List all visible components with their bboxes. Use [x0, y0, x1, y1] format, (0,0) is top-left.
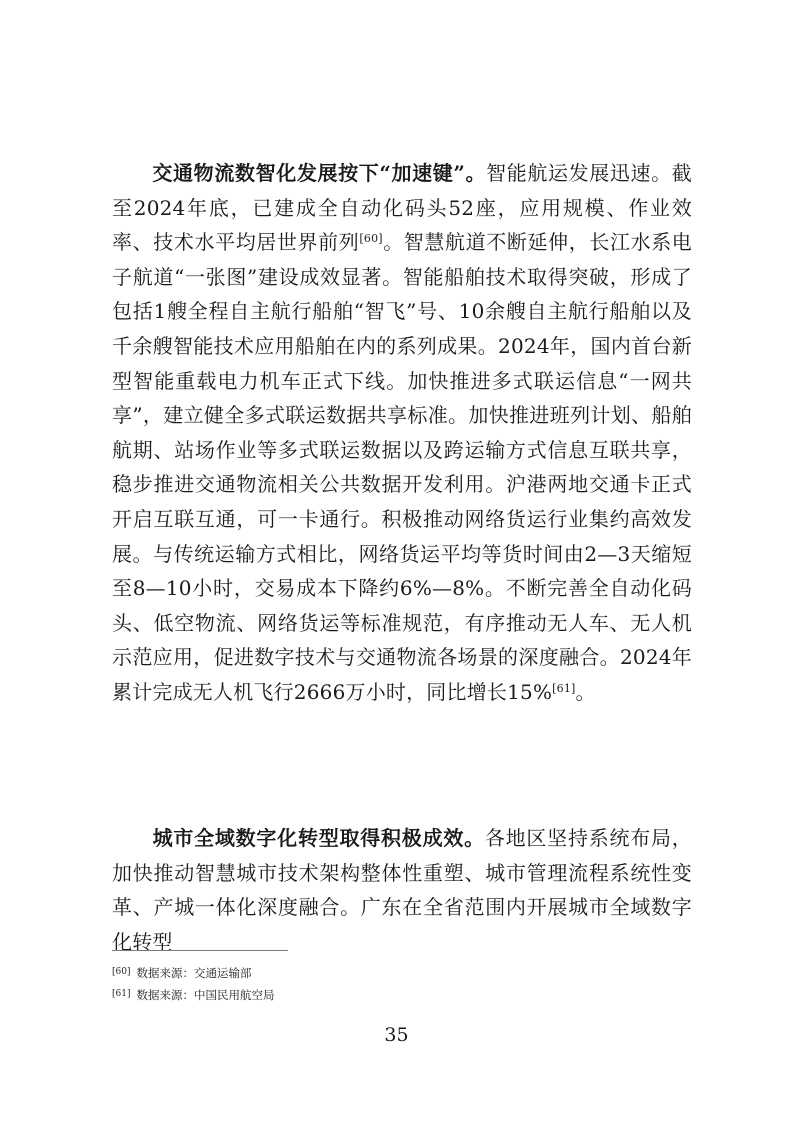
footnote-divider [112, 950, 288, 951]
footnote-reference[interactable]: [60] [359, 232, 383, 246]
footnote-reference[interactable]: [61] [552, 681, 576, 695]
footnote-text: 数据来源：中国民用航空局 [136, 988, 275, 1002]
footnote-item [112, 984, 692, 1006]
paragraph-lead-heading: 交通物流数智化发展按下“加速键”。 [152, 161, 487, 185]
paragraph-text: 。智慧航道不断延伸，长江水系电子航道“一张图”建设成效显著。智能船舶技术取得突破，形成了包括1艘全程自主航行船舶“智飞”号、10余艘自主航行船舶以及千余艘智能技术应用船舶在内的系列成果。2024年，国内首台新型智能重载电力机车正式下线。加快推进多式联运信息“一网共享”，建立健全多式联运数据共享标准。加快推进班列计划、船舶航期、站场作业等多式联运数据以及跨运输方式信息互联共享，稳步推进交通物流相关公共数据开发利用。沪港两地交通卡正式开启互联互通，可一卡通行。积极推动网络货运行业集约高效发展。与传统运输方式相比，网络货运平均等货时间由2—3天缩短至8—10小时，交易成本下降约6%—8%。不断完善全自动化码头、低空物流、网络货运等标准规范，有序推动无人车、无人机示范应用，促进数字技术与交通物流各场景的深度融合。2024年累计完成无人机飞行2666万小时，同比增长15% [112, 230, 693, 704]
footnotes [112, 962, 692, 1006]
paragraph-text: 。 [575, 679, 596, 704]
paragraph-urban-digital [112, 821, 692, 959]
footnote-mark: [60] [112, 967, 131, 977]
footnote-text: 数据来源：交通运输部 [136, 966, 252, 980]
paragraph-text: 各地区坚持系统布局，加快推动智慧城市技术架构整体性重塑、城市管理流程系统性变革、产城一体化深度融合。广东在全省范围内开展城市全域数字化转型 [112, 826, 692, 954]
paragraph-lead-heading: 城市全域数字化转型取得积极成效。 [152, 826, 485, 850]
paragraph-text: 智能航运发展迅速。截至2024年底，已建成全自动化码头52座，应用规模、作业效率、技术水平均居世界前列 [112, 161, 692, 255]
footnote-item [112, 962, 692, 984]
page-number: 35 [384, 1024, 409, 1046]
footnote-mark: [61] [112, 989, 131, 999]
paragraph-transport-logistics [112, 156, 692, 710]
